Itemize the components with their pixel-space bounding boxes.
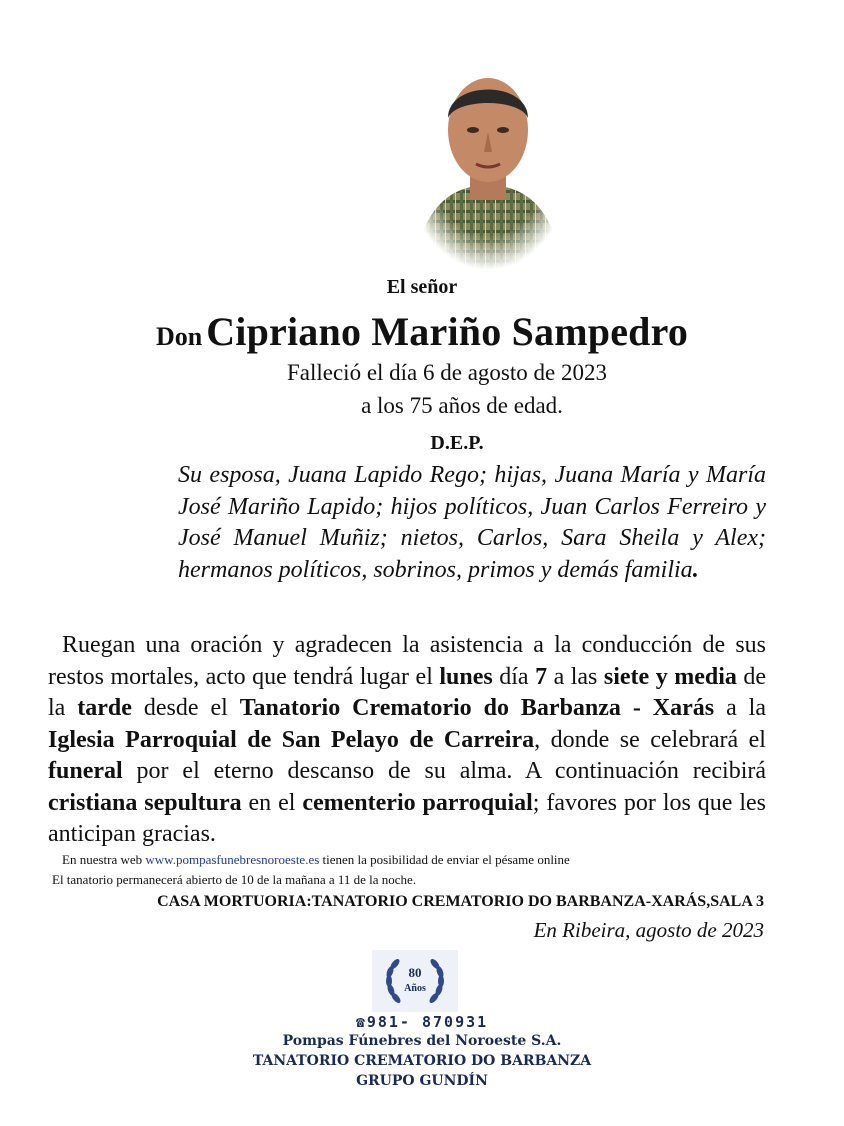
rites-text: , donde se celebrará el — [534, 726, 766, 753]
phone-number[interactable]: 981- 870931 — [366, 1013, 489, 1031]
death-date: Falleció el día 6 de agosto de 2023 — [286, 360, 607, 385]
opening-hours-note: El tanatorio permanecerá abierto de 10 de la mañana a 11 de la noche. — [52, 872, 417, 887]
rites-period: tarde — [77, 695, 132, 721]
rites-text: por el eterno descanso de su alma. A continuación recibirá — [122, 758, 766, 784]
family-text: Su esposa, Juana Lapido Rego; hijas, Juana María y María José Mariño Lapido; hijos políticos, Juan Carlos Ferreiro y José Manuel Muñiz; nietos, Carlos, Sara Sheila y Alex; hermanos políticos, sobrinos, primos y demás familia — [178, 462, 766, 583]
rites-funeral: funeral — [48, 758, 123, 784]
place-and-date: En Ribeira, agosto de 2023 — [533, 918, 764, 942]
intro-text: El señor — [386, 276, 458, 298]
rites-day: lunes — [439, 663, 493, 690]
company-name: Pompas Fúnebres del Noroeste S.A. — [282, 1033, 562, 1049]
laurel-wreath-icon — [372, 950, 458, 1012]
web-condolence-note — [62, 852, 570, 868]
rites-text: día — [492, 663, 536, 690]
deceased-name-line — [0, 308, 844, 355]
rites-church: Iglesia Parroquial de San Pelayo de Carreira — [48, 726, 535, 753]
anniversary-seal — [372, 950, 458, 1012]
web-note-text: En nuestra web — [62, 852, 146, 867]
rites-burial: cristiana sepultura — [48, 789, 242, 816]
family-end: . — [692, 556, 699, 583]
rites-text: a la — [714, 695, 766, 721]
portrait-photo — [410, 60, 566, 270]
rites-date: 7 — [535, 663, 548, 690]
tanatorio-name: TANATORIO CREMATORIO DO BARBANZA — [252, 1053, 592, 1069]
dep-label: D.E.P. — [430, 432, 484, 454]
group-name: GRUPO GUNDÍN — [356, 1073, 488, 1089]
web-note-text: tienen la posibilidad de enviar el pésame online — [319, 852, 570, 867]
rites-text: en el — [241, 789, 303, 816]
rites-text: ; favores por los que les anticipan gracias. — [48, 789, 766, 847]
rites-cemetery: cementerio parroquial — [302, 789, 533, 816]
title-prefix: Don — [155, 322, 203, 351]
deceased-name: Cipriano Mariño Sampedro — [206, 309, 689, 354]
rites-text: desde el — [131, 695, 240, 721]
rites-text: de la — [48, 663, 767, 721]
phone-line — [0, 1013, 844, 1031]
family-paragraph — [178, 460, 766, 586]
casa-mortuoria: CASA MORTUORIA:TANATORIO CREMATORIO DO BARBANZA-XARÁS,SALA 3 — [157, 893, 764, 910]
age-at-death: a los 75 años de edad. — [361, 393, 563, 418]
rites-origin: Tanatorio Crematorio do Barbanza - Xarás — [239, 695, 715, 721]
rites-text: Ruegan una oración y agradecen la asistencia a la conducción de sus restos mortales, acto que tendrá lugar el — [48, 632, 766, 690]
website-link[interactable]: www.pompasfunebresnoroeste.es — [145, 852, 320, 867]
funeral-rites-paragraph — [48, 630, 766, 851]
seal-word: Años — [404, 983, 426, 994]
seal-number: 80 — [408, 965, 422, 980]
rites-text: a las — [547, 663, 604, 690]
rites-time: siete y media — [603, 663, 737, 690]
telephone-icon: ☎ — [355, 1013, 367, 1031]
